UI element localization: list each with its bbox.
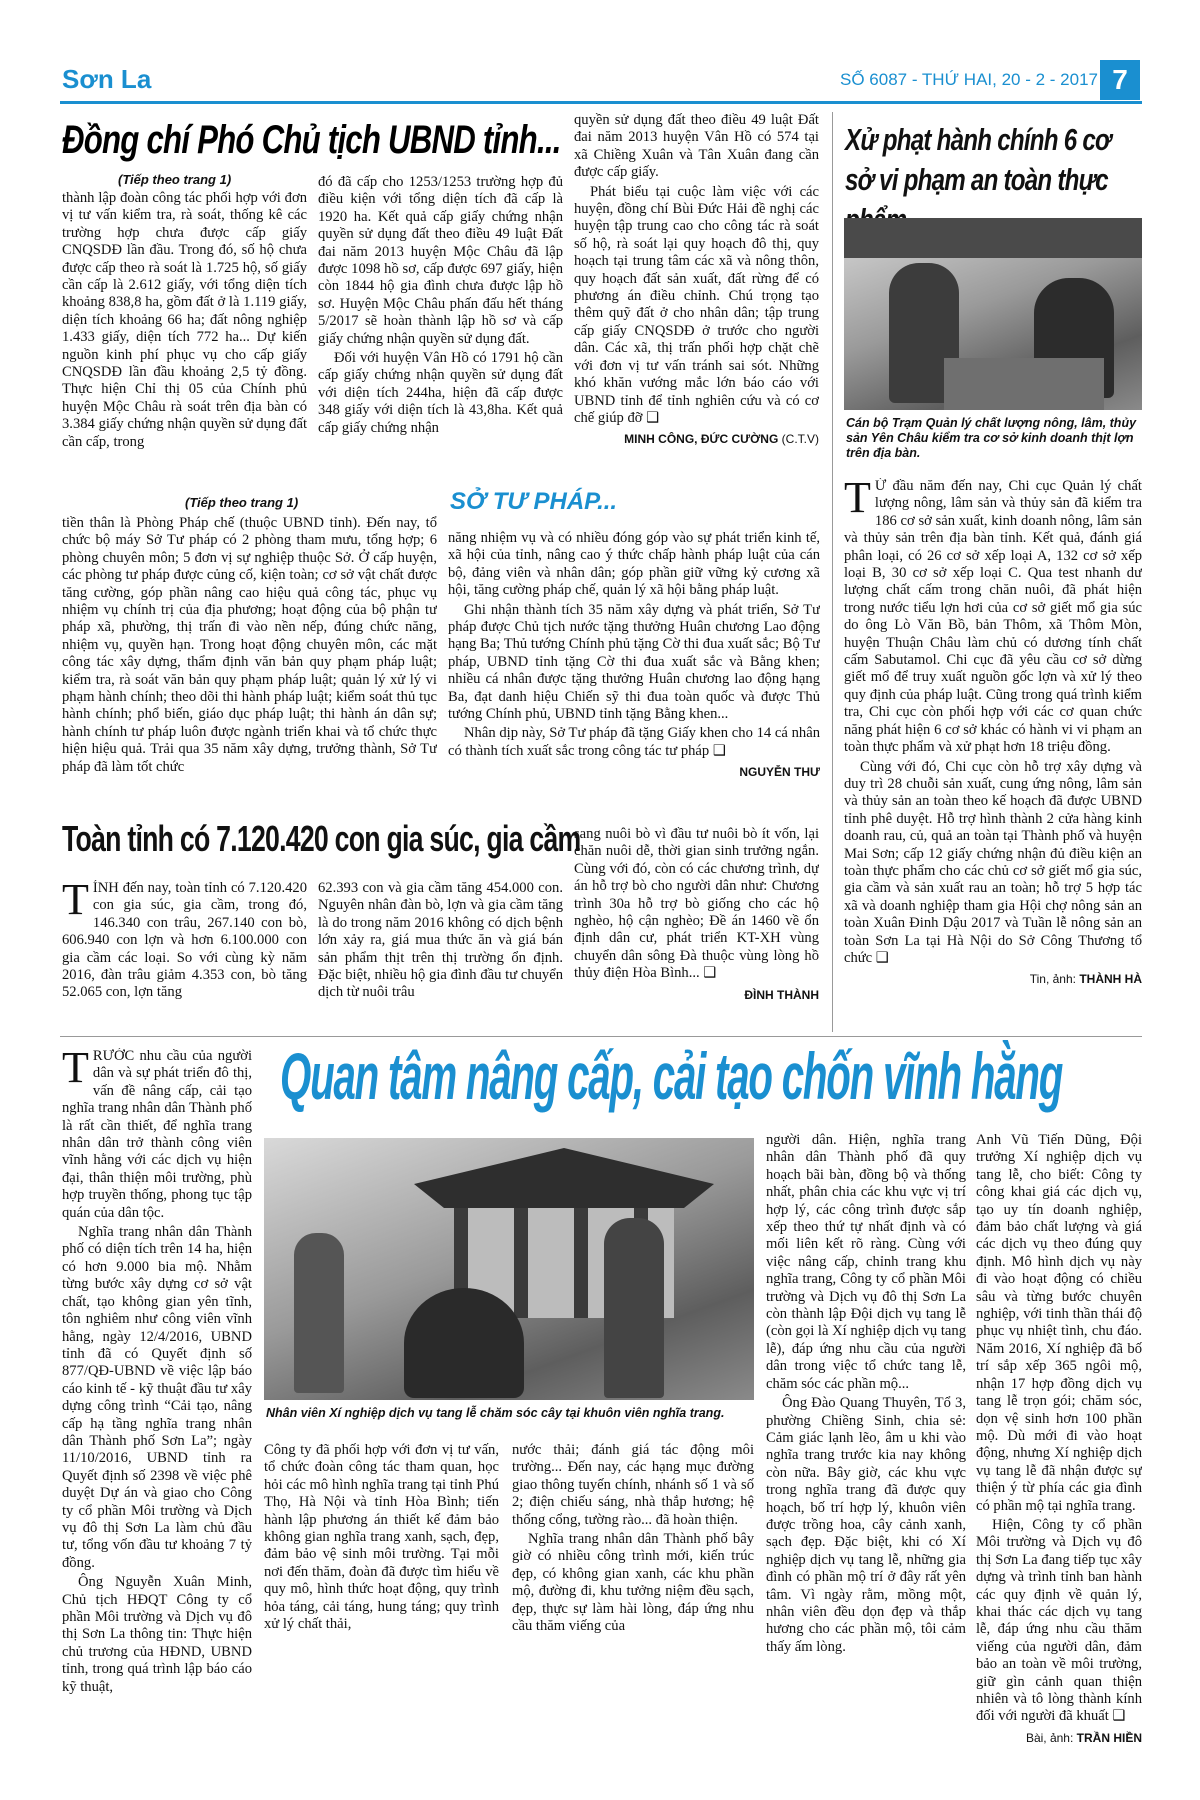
article5-col5 <box>976 1132 1142 1762</box>
article1-col2 <box>318 174 563 480</box>
article5-col3 <box>512 1442 754 1762</box>
article4-col2 <box>318 880 563 1025</box>
article4-headline: Toàn tỉnh có 7.120.420 con gia súc, gia cầm <box>62 818 581 859</box>
article3-col2 <box>448 530 820 810</box>
section-title: Sơn La <box>62 64 152 94</box>
article4-dropcap: T <box>62 880 89 924</box>
article3-col2c-text: Nhân dịp này, Sở Tư pháp đã tặng Giấy khen cho 14 cá nhân có thành tích xuất sắc trong công tác tư pháp ❑ <box>448 725 820 759</box>
page-number: 7 <box>1100 60 1140 100</box>
article4-col3 <box>574 826 819 1031</box>
article2-headline: Xử phạt hành chính 6 cơ sở vi phạm an toàn thực <box>845 122 1111 197</box>
article5-col1c-text: Ông Nguyễn Xuân Minh, Chủ tịch HĐQT Công ty cổ phần Môi trường và Dịch vụ đô thị Sơn La thông tin: Thực hiện chủ trương của HĐND, UBND tỉnh, trong quá trình lập báo cáo kỹ thuật, <box>62 1574 252 1695</box>
article5-col5-text: Anh Vũ Tiến Dũng, Đội trưởng Xí nghiệp dịch vụ tang lễ, cho biết: Công ty công khai giá các dịch vụ, tạo uy tín doanh nghiệp, đảm bảo chất lượng và giá các dịch vụ theo đúng quy định. Mô hình dịch vụ này đi vào hoạt động có chiều sâu và từng bước chuyên nghiệp, với tinh thần thái độ phục vụ nhiệt tình, chu đáo. Năm 2016, Xí nghiệp đã bố trí sắp xếp 365 ngôi mộ, nhận 17 hợp đồng dịch vụ tang lễ trọn gói; chăm sóc, dọn vệ sinh hơn 100 phần mộ. Dù mới đi vào hoạt động, nhưng Xí nghiệp dịch vụ tang lễ đã nhận được sự thiện ý từ phía các gia đình có phần mộ tại nghĩa trang. <box>976 1132 1142 1514</box>
article1-col1 <box>62 190 307 480</box>
photo-worker-right <box>604 1218 664 1398</box>
article5-col1 <box>62 1048 252 1758</box>
article3-col2-text: năng nhiệm vụ và có nhiều đóng góp vào sự phát triển kinh tế, xã hội của tỉnh, nâng cao ý thức chấp hành pháp luật của cán bộ, đảng viên và nhân dân; góp phần giữ vững kỷ cương xã hội, tăng cường pháp chế, quản lý xã hội bằng pháp luật. <box>448 530 820 599</box>
column-divider <box>832 112 833 1032</box>
article3-col1-text: tiền thân là Phòng Pháp chế (thuộc UBND tỉnh). Đến nay, tổ chức bộ máy Sở Tư pháp có 2 phòng tham mưu, tổng hợp; 6 phòng chuyên môn; 5 đơn vị sự nghiệp thuộc Sở. Ở cấp huyện, các phòng tư pháp được củng cố, kiện toàn; cơ sở vật chất được tăng cường, góp phần nâng cao hiệu quả công tác, phục vụ nhiệm vụ chính trị của địa phương; hoạt động của bộ phận tư pháp xã, phường, thị trấn đi vào nền nếp, đúng chức năng, nhiệm vụ, quyền hạn. Trong hoạt động chuyên môn, các mặt công tác xây dựng, thẩm định văn bản quy phạm pháp luật; kiểm tra, rà soát văn bản quy phạm pháp luật; quản lý xử lý vi phạm hành chính; theo dõi thi hành pháp luật; kiểm soát thủ tục hành chính; phổ biến, giáo dục pháp luật; thi hành án dân sự; hành chính tư pháp luôn được ngành triển khai và tổ chức thực hiện hiệu quả. Trải qua 35 năm xây dựng, trưởng thành, Sở Tư pháp đã làm tốt chức <box>62 515 437 775</box>
article5-byline-name: TRẦN HIỀN <box>1076 1730 1142 1745</box>
article5-col3-text: nước thải; đánh giá tác động môi trường... Đến nay, các hạng mục đường giao thông tuyến chính, nhánh số 1 và số 2; điện chiếu sáng, nhà thắp hương; hệ thống cổng, tường rào... đã hoàn thiện. <box>512 1442 754 1528</box>
header-rule <box>60 101 1142 104</box>
article2-dropcap: T <box>844 478 871 522</box>
photo-pavilion-roof <box>414 1148 714 1208</box>
issue-date: SỐ 6087 - THỨ HAI, 20 - 2 - 2017 <box>840 70 1098 89</box>
article5-col3b-text: Nghĩa trang nhân dân Thành phố bây giờ có nhiều công trình mới, kiến trúc đẹp, có không gian xanh, các khu phần mộ, đường đi, khu tưởng niệm đều sạch, đẹp, thực sự làm hài lòng, đáp ứng nhu cầu thăm viếng của <box>512 1531 754 1635</box>
article5-photo <box>264 1138 754 1400</box>
photo-worker-left <box>294 1233 344 1393</box>
article3-col1 <box>62 515 437 805</box>
photo-shrub <box>404 1288 524 1398</box>
article5-col4b-text: Ông Đào Quang Thuyên, Tổ 3, phường Chiềng Sinh, chia sẻ: Cảm giác lạnh lẽo, âm u khi vào nghĩa trang trước kia nay không còn nữa. Bây giờ, các khu vực trong nghĩa trang đã được quy hoạch, bố trí hợp lý, khuôn viên được trồng hoa, cây cảnh xanh, sạch đẹp. Đặc biệt, khi có Xí nghiệp dịch vụ tang lễ, những gia đình có phần mộ trí ở đây rất yên tâm. Vì ngày rằm, mồng một, nhân viên đều dọn đẹp và thắp hương cho các phần mộ, tôi cảm thấy ấm lòng. <box>766 1395 966 1655</box>
section-divider <box>60 1036 1142 1037</box>
article4-col1 <box>62 880 307 1025</box>
article2-body <box>844 478 1142 998</box>
article3-continued: (Tiếp theo trang 1) <box>185 495 299 510</box>
article5-headline: Quan tâm nâng cấp, cải tạo chốn vĩnh hằng <box>280 1039 1063 1113</box>
article5-col5b-text: Hiện, Công ty cổ phần Môi trường và Dịch vụ đô thị Sơn La đang tiếp tục xây dựng và trình tỉnh ban hành các quy định về quản lý, khai thác các dịch vụ tang lễ, đáp ứng nhu cầu thăm viếng của người dân, đảm bảo an toàn về môi trường, giữ gìn cảnh quan thiện nhiên và tô lòng thành kính đối với người đã khuất ❑ <box>976 1516 1142 1725</box>
article3-headline: SỞ TƯ PHÁP... <box>450 488 618 515</box>
article2-byline-prefix: Tin, ảnh: <box>1029 972 1076 987</box>
article2-photo-caption: Cán bộ Trạm Quản lý chất lượng nông, lâm, thủy sản Yên Châu kiểm tra cơ sở kinh doanh thịt lợn trên địa bàn. <box>846 416 1137 460</box>
article1-col1-text: thành lập đoàn công tác phối hợp với đơn vị tư vấn kiểm tra, rà soát, thống kê các trường hợp chưa được cấp giấy CNQSDĐ lần đầu. Trong đó, số hộ chưa được cấp theo rà soát là 1.725 hộ, số giấy cần cấp là 2.612 giấy, với tổng diện tích khoảng 838,8 ha, gồm đất ở là 1.119 giấy, diện tích khoảng 66 ha; đất nông nghiệp 1.433 giấy, diện tích 772 ha... Dự kiến nguồn kinh phí phục vụ cho cấp giấy CNQSDĐ lần đầu khoảng 2,5 tỷ đồng. Thực hiện Chỉ thị 05 của Chính phủ huyện Mộc Châu rà soát trên địa bàn có 3.384 giấy chứng nhận quyền sử dụng đất cần cấp, trong <box>62 190 307 450</box>
article1-col3 <box>574 112 819 482</box>
photo-table <box>944 358 1104 410</box>
article2-photo <box>844 218 1142 410</box>
article2-p2: Cùng với đó, Chi cục còn hỗ trợ xây dựng và duy trì 28 chuỗi sản xuất, cung ứng nông, lâm sản và thủy sản an toàn theo kế hoạch đã được UBND tỉnh phê duyệt. Hỗ trợ hình thành 2 cửa hàng kinh doanh rau, củ, quả an toàn tại Thành phố và huyện Mai Sơn; cấp 12 giấy chứng nhận đủ điều kiện an toàn thực phẩm cho các chủ cơ sở giết mổ gia súc, gia cầm và sản xuất rau an toàn; hỗ trợ 5 hợp tác xã và doanh nghiệp tham gia Hội chợ nông sản an toàn Xuân Đinh Dậu 2017 và Tuần lễ nông sản an toàn Sơn La tại Hà Nội do Sở Công Thương tổ chức ❑ <box>844 758 1142 966</box>
article1-byline <box>574 431 819 448</box>
article4-col1-text: ÍNH đến nay, toàn tỉnh có 7.120.420 con gia súc, gia cầm, trong đó, 146.340 con trâu, 267.140 con bò, 606.940 con lợn và hơn 6.100.000 con gia cầm các loại. So với cùng kỳ năm 2016, đàn trâu giảm 4.353 con, bò tăng 52.065 con, lợn tăng <box>62 880 307 1001</box>
article5-photo-caption: Nhân viên Xí nghiệp dịch vụ tang lễ chăm sóc cây tại khuôn viên nghĩa trang. <box>266 1406 725 1420</box>
article5-col2 <box>264 1442 499 1762</box>
article2-p1: Ừ đầu năm đến nay, Chi cục Quản lý chất lượng nông, lâm sản và thủy sản đã kiểm tra 186 cơ sở sản xuất, kinh doanh nông, lâm sản và thủy sản trên địa bàn tỉnh. Kết quả, đánh giá phân loại, có 26 cơ sở xếp loại A, 132 cơ sở xếp loại B, 30 cơ sở xếp loại C. Qua test nhanh dư lượng chất cấm trong chăn nuôi, đã phát hiện trong nước tiểu lợn hơi của cơ sở giết mổ gia súc do ông Lò Văn Bồ, bản Thôm, xã Thôm Mòn, huyện Thuận Châu làm chủ có dương tính chất cấm Sabutamol. Chi cục đã yêu cầu cơ sở dừng giết mổ để truy xuất nguồn gốc lợn và xử lý theo quy định của pháp luật. Cũng trong quá trình kiểm tra, Chi cục còn phối hợp với các cơ quan chức năng phát hiện 6 cơ sở khác có hành vi vi phạm an toàn thực phẩm và xử phạt hơn 18 triệu đồng. <box>844 478 1142 756</box>
article5-col4-text: người dân. Hiện, nghĩa trang nhân dân Thành phố đã quy hoạch bãi bàn, đồng bộ và thống nhất, phân chia các khu vực vị trí hợp lý, các công trình được sắp xếp theo thứ tự nhất định và có mối liên kết rõ ràng. Cùng với việc nâng cấp, chỉnh trang khu nghĩa trang, Công ty cổ phần Môi trường và Dịch vụ đô thị Sơn La còn thành lập Đội dịch vụ tang lễ (còn gọi là Xí nghiệp dịch vụ tang lễ), đáp ứng nhu cầu của người dân trong việc tổ chức tang lễ, chăm sóc các phần mộ... <box>766 1132 966 1392</box>
article1-col3b-text: Phát biểu tại cuộc làm việc với các huyện, đồng chí Bùi Đức Hải đề nghị các huyện tập trung cao cho công tác rà soát số hộ, rà soát lại quy hoạch đô thị, quy hoạch tại trung tâm các xã và nông thôn, quy hoạch đất sản xuất, đất rừng để có phương án điều chỉnh. Chú trọng tạo thêm quỹ đất ở cho nhân dân; tập trung cấp giấy CNQSDĐ ở trước cho người dân. Các xã, thị trấn phối hợp chặt chẽ với đơn vị tư vấn tránh sai sót. Những khó khăn vướng mắc lớn báo cáo với UBND tỉnh để tỉnh nghiên cứu và có cơ chế giúp đỡ ❑ <box>574 183 819 426</box>
article1-col3-text: quyền sử dụng đất theo điều 49 luật Đất đai năm 2013 huyện Vân Hồ có 574 tại xã Chiềng Xuân và Tân Xuân đang cần được cấp giấy. <box>574 112 819 181</box>
article1-headline: Đồng chí Phó Chủ tịch UBND tỉnh... <box>62 118 561 162</box>
article4-col2-text: 62.393 con và gia cầm tăng 454.000 con. Nguyên nhân đàn bò, lợn và gia cầm tăng là do trong năm 2016 không có dịch bệnh lớn xảy ra, giá mua thức ăn và giá bán sản phẩm thịt trên thị trường ổn định. Đặc biệt, nhiều hộ gia đình đầu tư chuyển dịch từ nuôi trâu <box>318 880 563 1001</box>
article1-continued: (Tiếp theo trang 1) <box>118 172 232 187</box>
article4-byline: ĐÌNH THÀNH <box>744 987 819 1002</box>
article5-col1b-text: Nghĩa trang nhân dân Thành phố có diện tích trên 14 ha, hiện có hơn 9.000 bia mộ. Nhằm từng bước xây dựng cơ sở vật chất, tạo không gian yên tĩnh, tôn nghiêm như công viên vĩnh hằng, ngày 12/4/2016, UBND tỉnh đã có Quyết định số 877/QĐ-UBND về việc lập báo cáo kinh tế - kỹ thuật đầu tư xây dựng công trình “Cải tạo, nâng cấp hạ tầng nghĩa trang nhân dân Thành phố Sơn La”; ngày 11/10/2016, UBND tỉnh ra Quyết định số 2398 về việc phê duyệt Dự án và giao cho Công ty cổ phần Môi trường và Dịch vụ đô thị Sơn La làm chủ đầu tư, tổng vốn đầu tư khoảng 7 tỷ đồng. <box>62 1224 252 1571</box>
article5-dropcap: T <box>62 1048 89 1092</box>
photo-roof <box>844 218 1142 258</box>
article5-col2-text: Công ty đã phối hợp với đơn vị tư vấn, tổ chức đoàn công tác tham quan, học hỏi các mô hình nghĩa trang tại tỉnh Phú Thọ, Hà Nội và tỉnh Hòa Bình; tiến hành lập phương án thiết kế đảm bảo không gian nghĩa trang xanh, sạch, đẹp, đảm bảo vệ sinh môi trường. Tại mỗi nơi đến thăm, đoàn đã được tìm hiểu về quy mô, hình thức hoạt động, quy trình hỏa táng, cải táng, hung táng; quy trình xử lý chất thải, <box>264 1442 499 1633</box>
article5-byline <box>976 1730 1142 1747</box>
article2-byline <box>844 971 1142 988</box>
article4-col3-text: sang nuôi bò vì đầu tư nuôi bò ít vốn, lại chăn nuôi dễ, thời gian sinh trưởng ngắn. Cùng với đó, còn có các chương trình, dự án hỗ trợ bò cho người dân như: Chương trình 30a hỗ trợ bò giống cho các hộ nghèo, hộ cận nghèo; Đề án 1460 về ổn định dân cư, phát triển KT-XH vùng chuyển dân sông Đà thuộc vùng lòng hồ thủy điện Hòa Bình... ❑ <box>574 826 819 982</box>
article1-byline-suffix: (C.T.V) <box>781 432 819 447</box>
article1-col2b-text: Đối với huyện Vân Hồ có 1791 hộ cần cấp giấy chứng nhận quyền sử dụng đất với diện tích 244ha, hiện đã cấp được 348 giấy với diện tích là 43,8ha. Kết quả cấp giấy chứng nhận <box>318 350 563 436</box>
article1-byline-name: MINH CÔNG, ĐỨC CƯỜNG <box>624 432 779 447</box>
article2-byline-name: THÀNH HÀ <box>1079 972 1142 987</box>
article1-col2-text: đó đã cấp cho 1253/1253 trường hợp đủ điều kiện với tổng diện tích đã cấp là 1920 ha. Kết quả cấp giấy chứng nhận quyền sử dụng đất theo điều 49 luật Đất đai năm 2013 huyện Mộc Châu đã lập được 1098 hồ sơ, cấp được 697 giấy, hiện còn 1844 hộ gia đình chưa được lập hồ sơ. Huyện Mộc Châu phấn đấu hết tháng 5/2017 sẽ hoàn thành lập hồ sơ và cấp giấy chứng nhận quyền sử dụng đất. <box>318 174 563 347</box>
article3-col2b-text: Ghi nhận thành tích 35 năm xây dựng và phát triển, Sở Tư pháp được Chủ tịch nước tặng thưởng Huân chương Lao động hạng Ba; Thủ tướng Chính phủ tặng Cờ thi đua xuất sắc; Bộ Tư pháp, UBND tỉnh tặng Cờ thi đua xuất sắc và Bằng khen; nhiều cá nhân được tặng thưởng Huân chương lao động hạng Ba, đạt danh hiệu Chiến sỹ thi đua toàn quốc và được Thủ tướng Chính phủ, UBND tỉnh tặng Bằng khen... <box>448 601 820 723</box>
article3-byline: NGUYỄN THƯ <box>739 765 820 780</box>
article5-byline-prefix: Bài, ảnh: <box>1025 1730 1074 1745</box>
article5-col1-text: RƯỚC nhu cầu của người dân và sự phát triển đô thị, vấn đề nâng cấp, cải tạo nghĩa trang nhân dân Thành phố là rất cần thiết, để nghĩa trang nhân dân trở thành công viên vĩnh hằng với các dịch vụ hiện đại, thân thiện môi trường, phù hợp truyền thống, phong tục tập quán của dân tộc. <box>62 1048 252 1221</box>
article5-col4 <box>766 1132 966 1762</box>
